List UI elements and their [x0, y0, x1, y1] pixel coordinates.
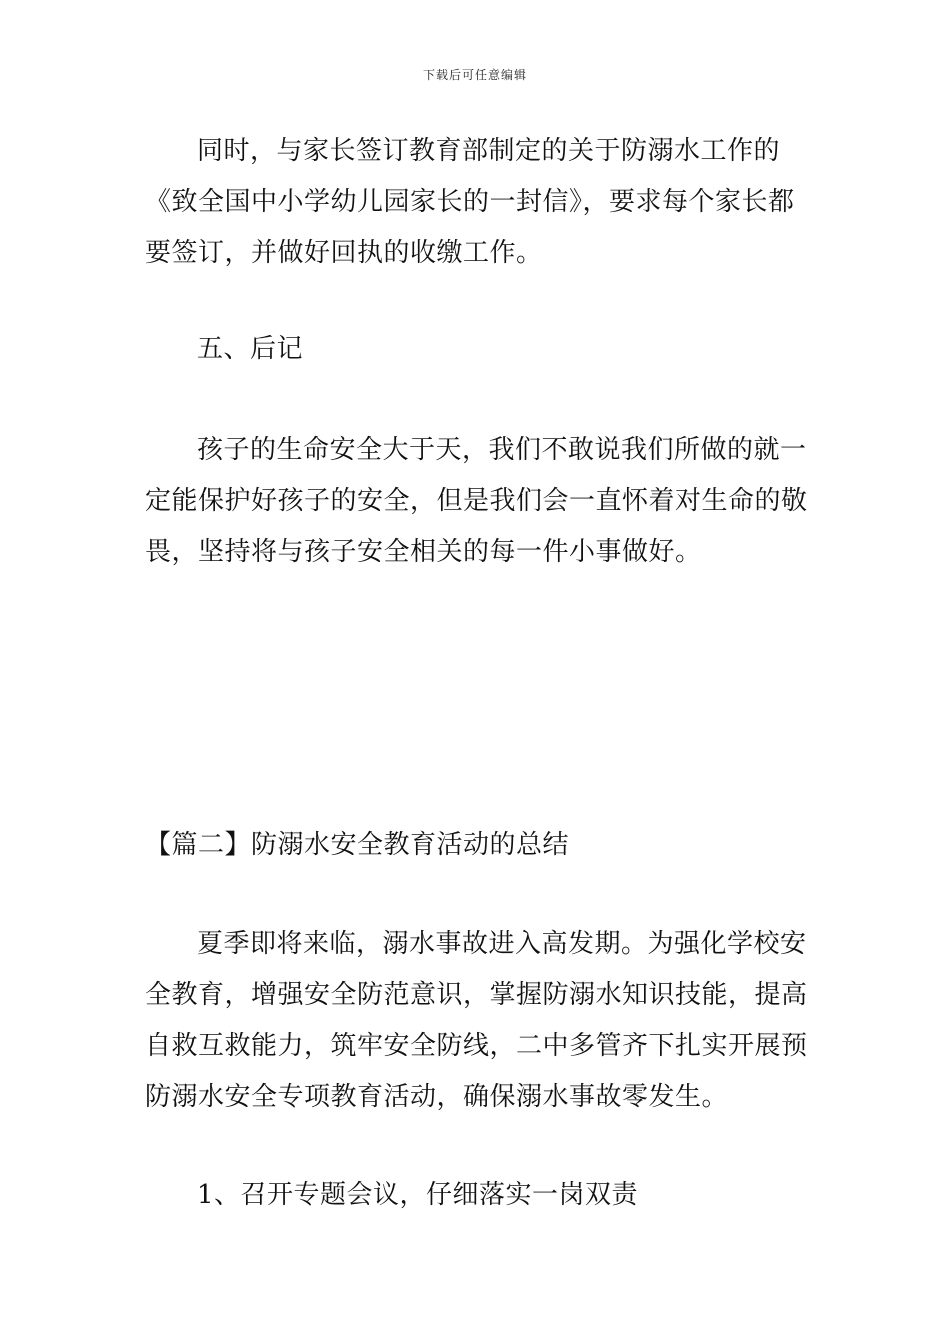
item-heading-1: [145, 1170, 810, 1221]
paragraph-summary-intro: [145, 919, 810, 1123]
heading-text: 五、后记: [197, 334, 304, 364]
paragraph-line: 要签订，并做好回执的收缴工作。: [145, 238, 543, 268]
paragraph-line: 畏，坚持将与孩子安全相关的每一件小事做好。: [145, 537, 702, 567]
title-text: 【篇二】防溺水安全教育活动的总结: [145, 830, 570, 860]
heading-text: 1、召开专题会议，仔细落实一岗双责: [197, 1180, 639, 1210]
paragraph-line: 孩子的生命安全大于天，我们不敢说我们所做的就一: [197, 435, 807, 465]
paragraph-line: 自救互救能力，筑牢安全防线，二中多管齐下扎实开展预: [145, 1031, 808, 1061]
paragraph-line: 《致全国中小学幼儿园家长的一封信》，要求每个家长都: [145, 187, 795, 217]
paragraph-line: 防溺水安全专项教育活动，确保溺水事故零发生。: [145, 1082, 729, 1112]
paragraph-afterword: [145, 425, 810, 578]
paragraph-line: 定能保护好孩子的安全，但是我们会一直怀着对生命的敬: [145, 486, 808, 516]
page-header: 下载后可任意编辑: [422, 68, 527, 82]
paragraph-line: 同时，与家长签订教育部制定的关于防溺水工作的: [197, 136, 781, 166]
paragraph-line: 夏季即将来临，溺水事故进入高发期。为强化学校安: [197, 929, 807, 959]
paragraph-line: 全教育，增强安全防范意识，掌握防溺水知识技能，提高: [145, 980, 808, 1010]
paragraph-parent-letter: [145, 126, 810, 279]
part-two-title: [145, 820, 810, 871]
section-heading-afterword: [145, 324, 810, 375]
